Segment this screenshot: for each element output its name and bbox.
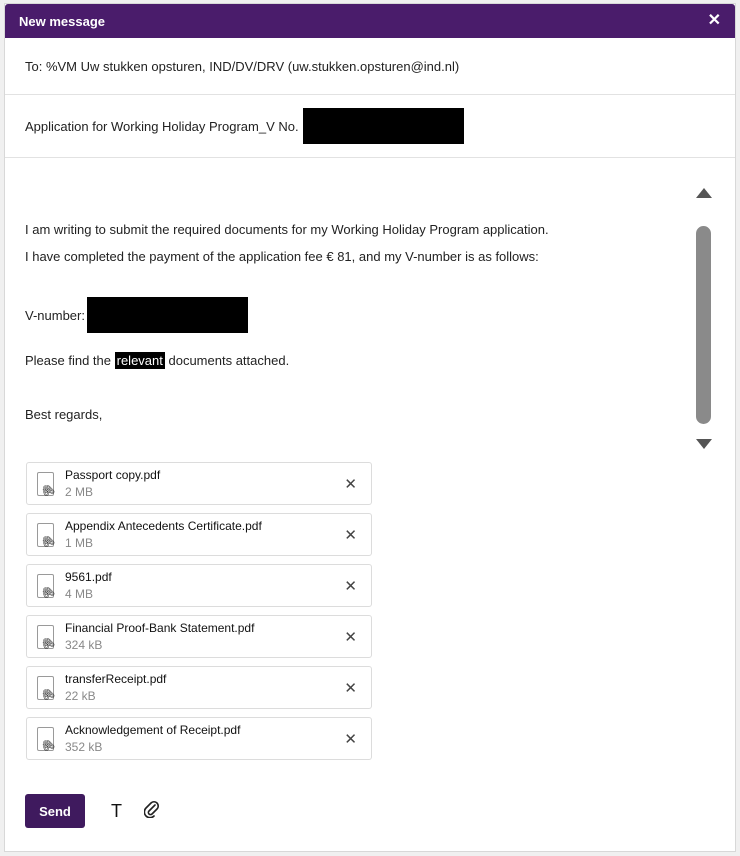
paperclip-icon: 🖇 (39, 686, 58, 704)
file-icon (37, 727, 58, 755)
attachment-item[interactable] (26, 462, 372, 505)
attachment-list (26, 462, 372, 768)
remove-attachment-icon[interactable]: ✕ (344, 527, 357, 544)
scrollbar-thumb[interactable] (696, 226, 711, 424)
paperclip-icon: 🖇 (39, 482, 58, 500)
remove-attachment-icon[interactable]: ✕ (344, 680, 357, 697)
sentence-prefix: Please find the (25, 353, 115, 368)
paperclip-icon[interactable] (144, 800, 160, 823)
attachment-item[interactable] (26, 564, 372, 607)
file-icon (37, 523, 58, 551)
remove-attachment-icon[interactable]: ✕ (344, 731, 357, 748)
send-button[interactable]: Send (25, 794, 85, 828)
file-icon (37, 676, 58, 704)
subject-field[interactable] (5, 95, 735, 158)
attachments-sentence (25, 347, 665, 374)
to-value: To: %VM Uw stukken opsturen, IND/DV/DRV (uw.stukken.opsturen@ind.nl) (25, 58, 460, 74)
text-format-icon[interactable]: T (111, 800, 122, 821)
attachment-size: 2 MB (65, 485, 94, 499)
compose-footer (25, 794, 160, 828)
file-icon (37, 625, 58, 653)
redacted-block (87, 297, 248, 333)
attachment-size: 1 MB (65, 536, 94, 550)
body-line: I have completed the payment of the application fee € 81, and my V-number is as follows: (25, 249, 539, 264)
attachment-name: Acknowledgement of Receipt.pdf (65, 723, 241, 737)
attachment-item[interactable] (26, 615, 372, 658)
body-line: I am writing to submit the required documents for my Working Holiday Program application. (25, 222, 549, 237)
sentence-suffix: documents attached. (164, 353, 290, 368)
attachment-item[interactable] (26, 513, 372, 556)
attachment-size: 22 kB (65, 689, 96, 703)
attachment-size: 324 kB (65, 638, 103, 652)
close-icon[interactable]: ✕ (707, 12, 721, 29)
redacted-block (303, 108, 464, 144)
vnumber-label: V-number: (25, 307, 85, 323)
highlighted-word: relevant (116, 353, 163, 368)
remove-attachment-icon[interactable]: ✕ (344, 578, 357, 595)
attachment-name: 9561.pdf (65, 570, 112, 584)
paperclip-icon: 🖇 (39, 635, 58, 653)
paperclip-icon: 🖇 (39, 533, 58, 551)
file-icon (37, 574, 58, 602)
attachment-size: 4 MB (65, 587, 94, 601)
window-titlebar (5, 4, 735, 38)
message-body[interactable] (5, 158, 737, 448)
vnumber-line (25, 297, 665, 333)
attachment-size: 352 kB (65, 740, 103, 754)
scroll-down-arrow-icon[interactable] (696, 439, 712, 449)
remove-attachment-icon[interactable]: ✕ (344, 629, 357, 646)
window-title: New message (19, 13, 105, 29)
compose-window (4, 3, 736, 852)
scroll-up-arrow-icon[interactable] (696, 188, 712, 198)
attachment-name: Financial Proof-Bank Statement.pdf (65, 621, 255, 635)
to-field[interactable] (5, 38, 735, 95)
paperclip-icon: 🖇 (39, 584, 58, 602)
attachment-name: Passport copy.pdf (65, 468, 161, 482)
closing-line: Best regards, (25, 407, 103, 422)
attachment-item[interactable] (26, 666, 372, 709)
subject-value: Application for Working Holiday Program_V No. (25, 118, 299, 134)
paperclip-icon: 🖇 (39, 737, 58, 755)
attachment-item[interactable] (26, 717, 372, 760)
remove-attachment-icon[interactable]: ✕ (344, 476, 357, 493)
paperclip-svg (144, 800, 160, 818)
attachment-name: transferReceipt.pdf (65, 672, 167, 686)
file-icon (37, 472, 58, 500)
attachment-name: Appendix Antecedents Certificate.pdf (65, 519, 262, 533)
